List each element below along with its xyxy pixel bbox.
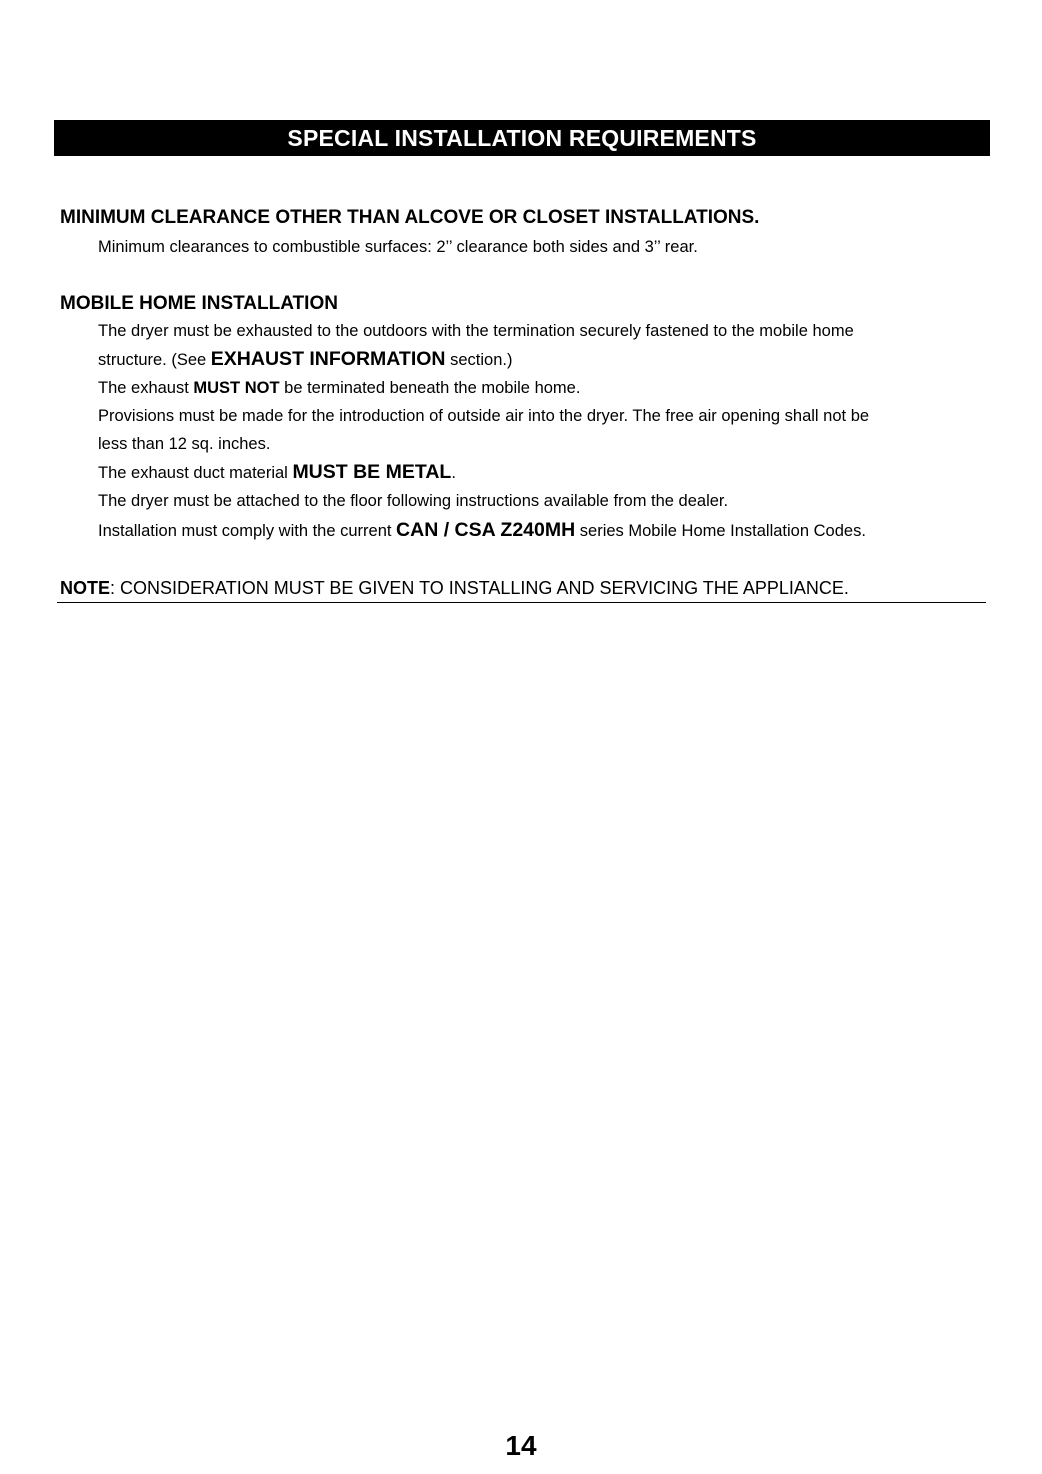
- code-reference: CAN / CSA Z240MH: [396, 519, 576, 541]
- line-2-text-c: section.): [445, 351, 513, 369]
- exhaust-information-ref: EXHAUST INFORMATION: [210, 348, 446, 370]
- section-heading-clearance: MINIMUM CLEARANCE OTHER THAN ALCOVE OR CLOSET INSTALLATIONS.: [60, 207, 760, 228]
- must-not-emphasis: MUST NOT: [193, 379, 280, 397]
- mobile-home-line-8: [98, 520, 866, 541]
- line-8-text-a: Installation must comply with the current: [98, 522, 397, 540]
- mobile-home-line-3: [98, 378, 580, 398]
- line-3-text-c: be terminated beneath the mobile home.: [279, 379, 581, 397]
- mobile-home-line-2: [98, 349, 512, 370]
- note-text: : CONSIDERATION MUST BE GIVEN TO INSTALLING AND SERVICING THE APPLIANCE.: [110, 578, 849, 598]
- note: [60, 577, 849, 599]
- section-heading-mobile-home: MOBILE HOME INSTALLATION: [60, 293, 338, 314]
- mobile-home-line-6: [98, 462, 456, 483]
- line-6-text-a: The exhaust duct material: [98, 464, 293, 482]
- mobile-home-line-1: The dryer must be exhausted to the outdoors with the termination securely fastened to the mobile home: [98, 322, 854, 340]
- page-title: SPECIAL INSTALLATION REQUIREMENTS: [54, 120, 990, 156]
- line-6-text-c: .: [451, 464, 456, 482]
- note-underline: [57, 602, 986, 603]
- mobile-home-line-4: Provisions must be made for the introduction of outside air into the dryer. The free air opening shall not be: [98, 407, 870, 425]
- line-3-text-a: The exhaust: [98, 379, 194, 397]
- mobile-home-line-5: less than 12 sq. inches.: [98, 435, 271, 453]
- page-number: 14: [505, 1430, 537, 1461]
- mobile-home-line-7: The dryer must be attached to the floor following instructions available from the dealer.: [98, 492, 729, 510]
- must-be-metal-emphasis: MUST BE METAL: [292, 461, 452, 483]
- clearance-text: Minimum clearances to combustible surfaces: 2’’ clearance both sides and 3’’ rear.: [98, 238, 698, 256]
- note-label: NOTE: [60, 578, 111, 598]
- line-2-text-a: structure. (See: [98, 351, 211, 369]
- line-8-text-c: series Mobile Home Installation Codes.: [575, 522, 866, 540]
